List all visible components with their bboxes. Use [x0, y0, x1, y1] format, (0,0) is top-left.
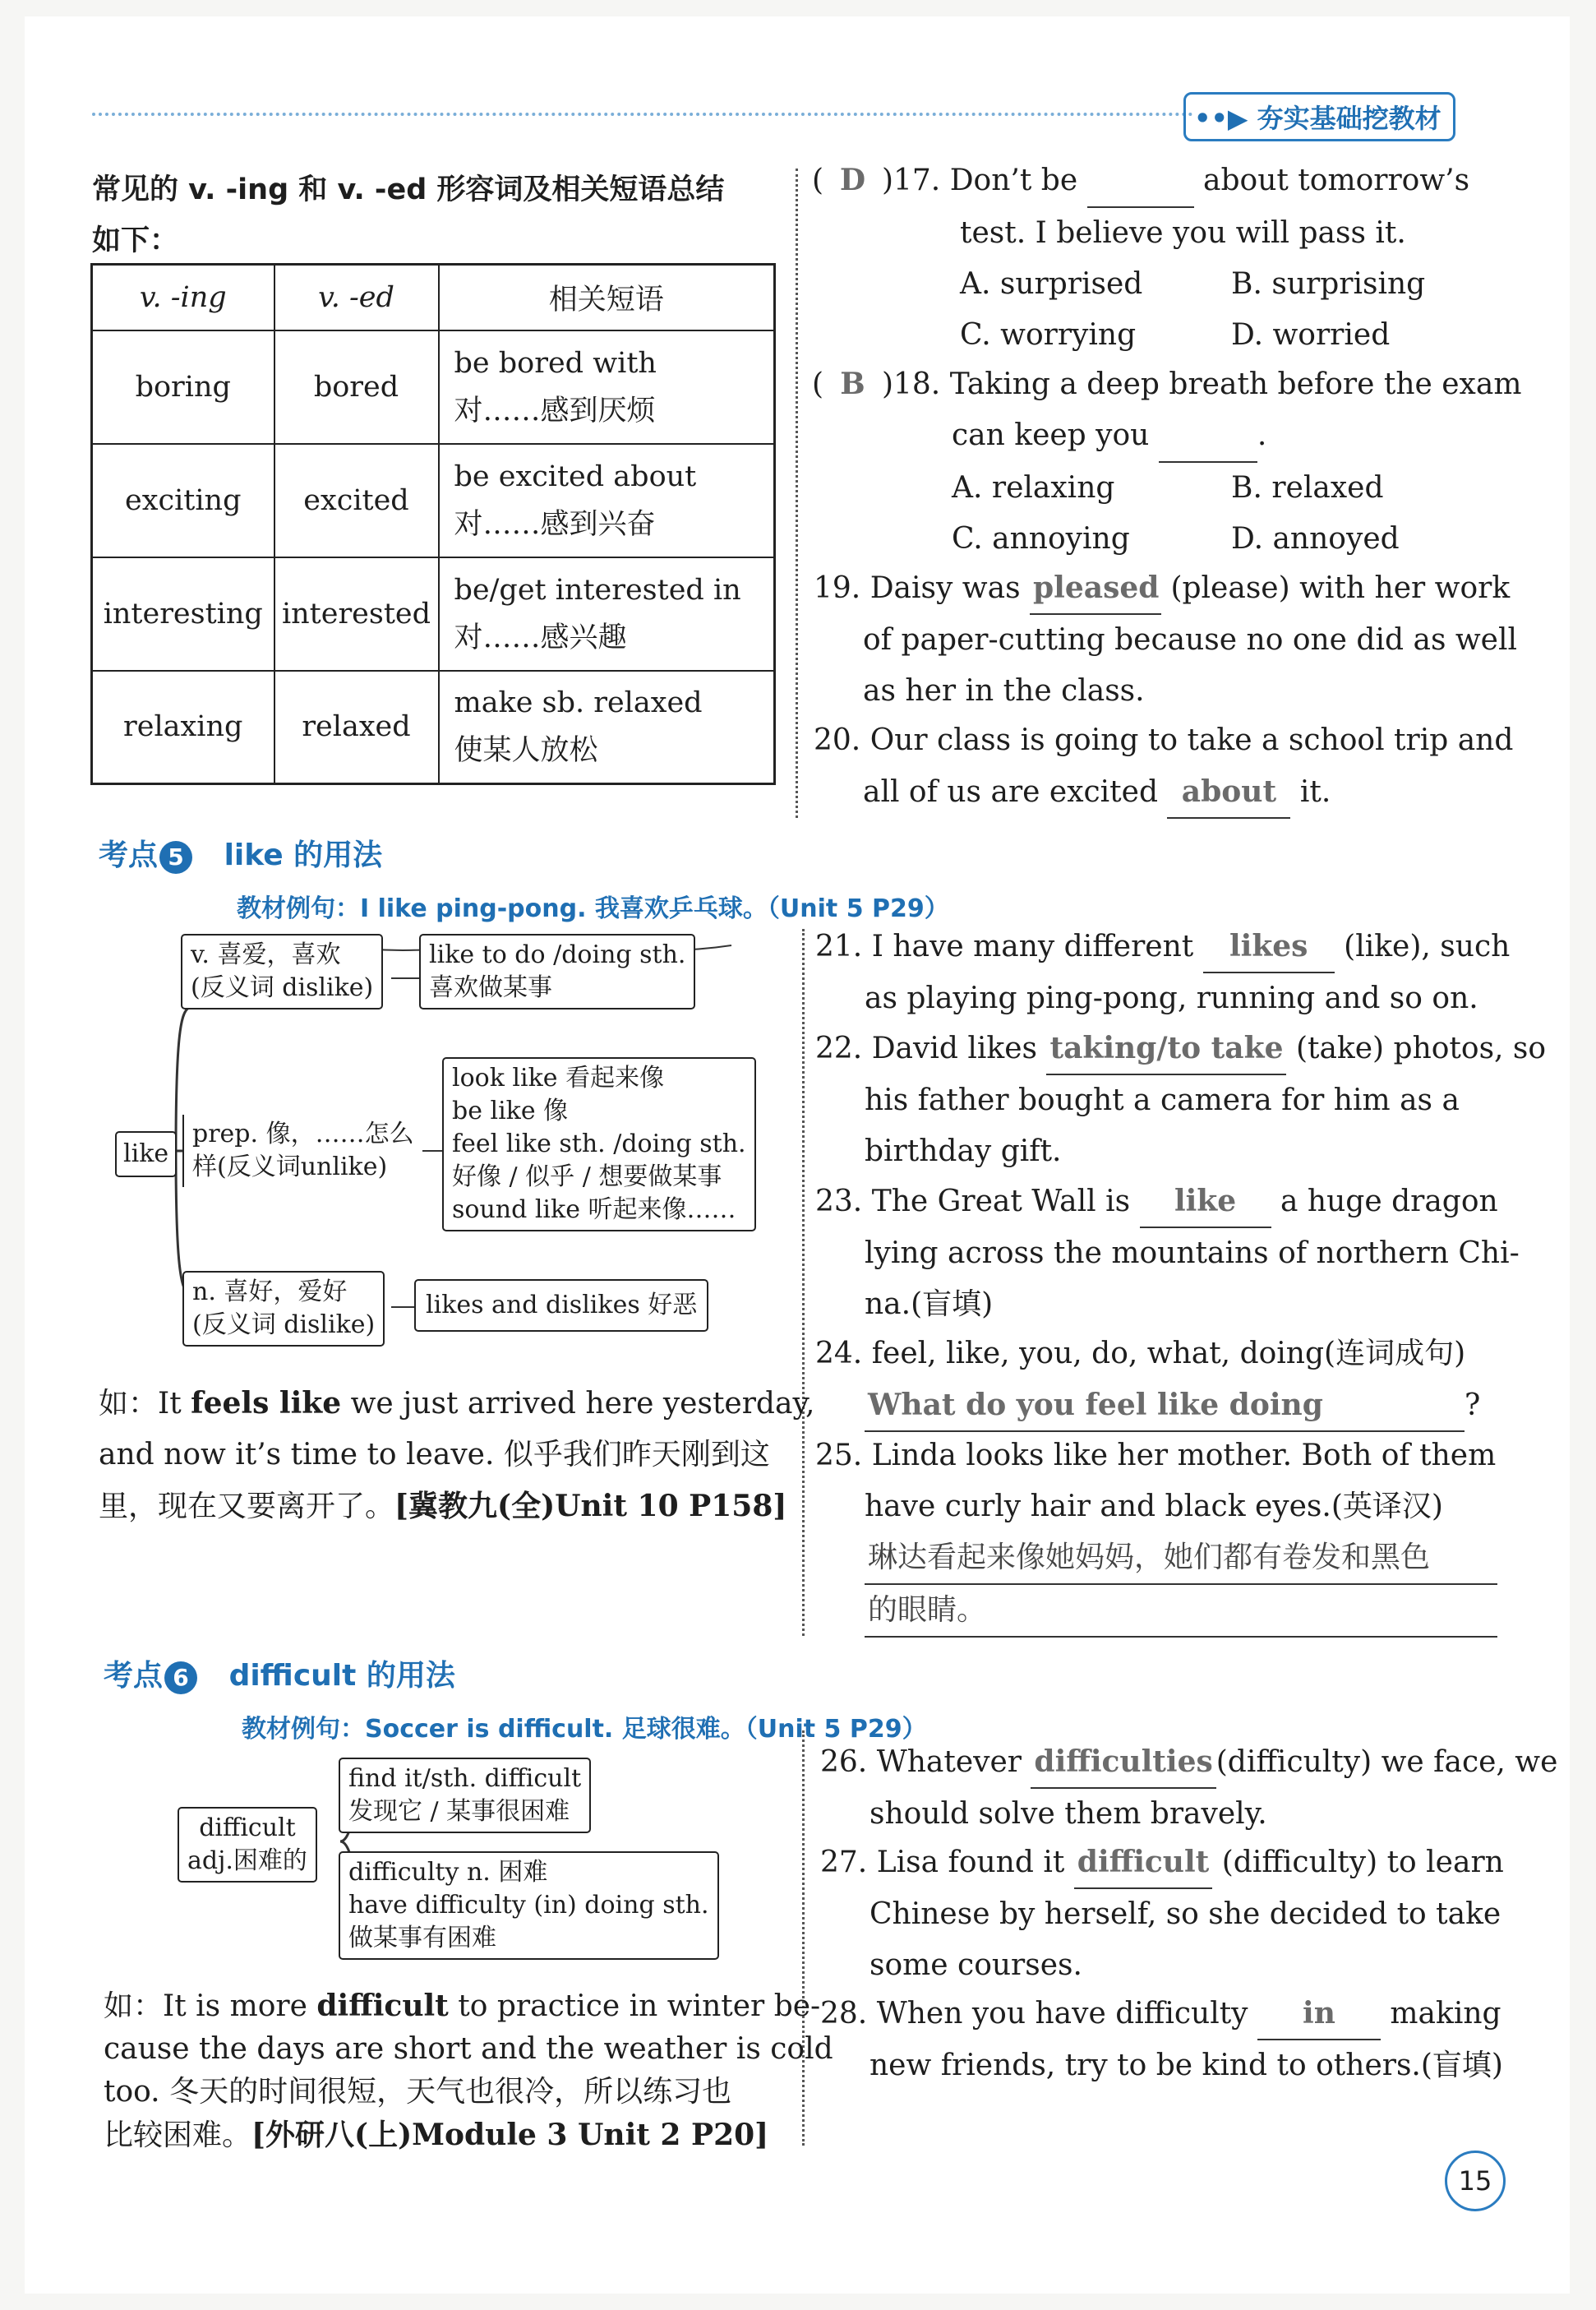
box-line: look like 看起来像: [452, 1064, 665, 1093]
table-header-phrase: 相关短语: [439, 265, 775, 330]
option-b: B. relaxed: [1231, 471, 1384, 505]
point6-example: 教材例句：Soccer is difficult. 足球很难。（Unit 5 P29）: [242, 1715, 927, 1744]
question-27: [820, 1836, 1504, 1991]
textbook-page: [25, 16, 1570, 2294]
option-c: C. worrying: [960, 318, 1137, 352]
phrase-en: make sb. relaxed: [454, 686, 703, 720]
stem: 24. feel, like, you, do, what, doing(连词成句): [815, 1337, 1466, 1370]
stem: new friends, try to be kind to others.(盲填): [869, 2049, 1503, 2082]
table-row: [92, 330, 775, 444]
box-line: (反义词 dislike): [191, 973, 374, 1002]
summary-intro: [92, 164, 724, 266]
root-word: like: [123, 1139, 169, 1168]
table-cell: interested: [274, 557, 439, 671]
like-prep-box: [182, 1115, 422, 1187]
stem: it.: [1299, 775, 1331, 809]
text: to practice in winter be-: [448, 1989, 821, 2023]
stem: 26. Whatever: [820, 1745, 1022, 1779]
stem: 20. Our class is going to take a school trip and: [814, 723, 1514, 757]
box-line: sound like 听起来像……: [452, 1195, 736, 1224]
question-19: [814, 562, 1517, 717]
answer-17: D: [839, 163, 866, 197]
option-a: A. surprised: [960, 267, 1143, 301]
point5-example-sentence: [99, 1378, 814, 1532]
point-number-badge: 5: [159, 841, 192, 874]
answer-21: likes: [1203, 921, 1335, 973]
answer-25-line1: 琳达看起来像她妈妈，她们都有卷发和黑色: [865, 1532, 1497, 1585]
box-line: (反义词 dislike): [192, 1310, 376, 1339]
like-verb-detail-box: [419, 934, 695, 1009]
option-c: C. annoying: [952, 522, 1130, 556]
header-banner: [1183, 92, 1455, 141]
box-line: v. 喜爱，喜欢: [191, 940, 341, 969]
point-title-text: difficult 的用法: [228, 1659, 455, 1693]
like-noun-box: [182, 1271, 385, 1347]
header-dotted-rule: [92, 113, 1193, 116]
question-20: [814, 715, 1513, 819]
answer-20: about: [1167, 766, 1290, 819]
stem: a huge dragon: [1280, 1185, 1498, 1218]
stem: 28. When you have difficulty: [820, 1997, 1248, 2030]
table-cell: relaxing: [92, 671, 274, 784]
difficult-box-1: [339, 1758, 591, 1833]
option-d: D. worried: [1231, 318, 1391, 352]
question-26: [820, 1736, 1557, 1840]
text-bold: difficult: [316, 1989, 449, 2023]
like-root-box: [115, 1131, 177, 1177]
like-verb-box: [181, 934, 383, 1009]
stem: about tomorrow’s: [1203, 164, 1470, 197]
stem: his father bought a camera for him as a: [865, 1083, 1460, 1117]
stem: 21. I have many different: [815, 930, 1194, 963]
like-prep-detail-box: [442, 1057, 756, 1231]
point5-example: 教材例句：I like ping-pong. 我喜欢乒乓球。（Unit 5 P29）: [237, 894, 949, 923]
stem: birthday gift.: [865, 1134, 1062, 1168]
box-line: 样(反义词unlike): [192, 1153, 388, 1181]
question-18: ( B )18. Taking a deep breath before the exam can keep you . A. relaxing B. relaxed C. annoying D. annoyed: [812, 358, 1521, 565]
stem: 23. The Great Wall is: [815, 1185, 1131, 1218]
stem: as her in the class.: [863, 674, 1145, 708]
point5-title: [99, 832, 382, 874]
point-label: 考点: [104, 1659, 164, 1693]
stem: (take) photos, so: [1295, 1032, 1547, 1065]
point-number-badge: 6: [164, 1661, 197, 1694]
blank: [1159, 410, 1257, 463]
stem: 25. Linda looks like her mother. Both of them: [815, 1439, 1497, 1472]
box-line: 发现它 / 某事很困难: [348, 1797, 570, 1826]
box-line: have difficulty (in) doing sth.: [348, 1891, 709, 1920]
box-line: likes and dislikes 好恶: [426, 1291, 698, 1319]
phrase-zh: 使某人放松: [454, 734, 598, 768]
question-21: [815, 921, 1510, 1024]
text: 如：It: [99, 1387, 191, 1421]
text-bold: feels like: [191, 1386, 342, 1421]
text: 如：It is more: [104, 1989, 317, 2023]
stem: )17. Don’t be: [881, 164, 1078, 197]
box-line: prep. 像，……怎么: [192, 1120, 414, 1148]
point6-title: [104, 1652, 455, 1694]
box-line: find it/sth. difficult: [348, 1764, 582, 1793]
answer-26: difficulties: [1031, 1736, 1215, 1789]
stem: of paper-cutting because no one did as well: [863, 623, 1518, 657]
stem: should solve them bravely.: [869, 1797, 1267, 1831]
stem: as playing ping-pong, running and so on.: [865, 982, 1478, 1015]
like-noun-detail-box: [414, 1279, 708, 1332]
table-cell: boring: [92, 330, 274, 444]
header-banner-text: 夯实基础挖教材: [1257, 103, 1441, 134]
box-line: 好像 / 似乎 / 想要做某事: [452, 1162, 722, 1191]
answer-25-line2: 的眼睛。: [865, 1585, 1497, 1638]
box-line: be like 像: [452, 1097, 569, 1125]
phrase-en: be bored with: [454, 346, 657, 380]
box-line: like to do /doing sth.: [429, 940, 686, 969]
play-arrow-icon: ••▶: [1194, 103, 1248, 134]
vocab-table: [90, 263, 776, 785]
box-line: feel like sth. /doing sth.: [452, 1130, 746, 1158]
text: too. 冬天的时间很短，天气也很冷，所以练习也: [104, 2075, 732, 2109]
stem: 19. Daisy was: [814, 571, 1021, 605]
stem: some courses.: [869, 1948, 1082, 1982]
phrase-zh: 对……感到厌烦: [454, 394, 656, 427]
text: 里，现在又要离开了。: [99, 1490, 395, 1523]
stem: (like), such: [1344, 930, 1511, 963]
box-line: 做某事有困难: [348, 1924, 496, 1952]
stem: can keep you: [952, 418, 1150, 452]
table-cell: [439, 557, 775, 671]
option-d: D. annoyed: [1231, 522, 1400, 556]
stem: all of us are excited: [863, 775, 1158, 809]
text: cause the days are short and the weather is cold: [104, 2032, 833, 2066]
stem: ?: [1465, 1388, 1481, 1422]
stem: )18. Taking a deep breath before the exam: [881, 367, 1522, 401]
page-number: 15: [1445, 2151, 1506, 2211]
difficult-box-2: [339, 1851, 719, 1960]
answer-27: difficult: [1074, 1836, 1212, 1889]
stem: test. I believe you will pass it.: [960, 216, 1406, 250]
summary-intro-line1: 常见的 v. -ing 和 v. -ed 形容词及相关短语总结: [92, 173, 725, 206]
text: and now it’s time to leave. 似乎我们昨天刚到这: [99, 1438, 770, 1471]
table-row: [92, 671, 775, 784]
table-cell: excited: [274, 444, 439, 557]
question-17: ( D )17. Don’t be about tomorrow’s test. I believe you will pass it. A. surprised B. surprising C. worrying D. worried: [812, 155, 1469, 361]
phrase-zh: 对……感兴趣: [454, 621, 627, 654]
column-divider-1: [796, 169, 798, 818]
stem: Chinese by herself, so she decided to take: [869, 1897, 1501, 1931]
option-b: B. surprising: [1231, 267, 1426, 301]
option-a: A. relaxing: [952, 471, 1115, 505]
stem: 27. Lisa found it: [820, 1846, 1065, 1879]
box-line: difficulty n. 困难: [348, 1858, 548, 1887]
difficult-root-box: [178, 1807, 317, 1883]
answer-28: in: [1257, 1988, 1381, 2040]
root-meaning: adj.困难的: [187, 1846, 307, 1875]
table-cell: [439, 330, 775, 444]
answer-23: like: [1140, 1176, 1271, 1228]
text-bold: [冀教九(全)Unit 10 P158]: [394, 1489, 787, 1523]
text: we just arrived here yesterday,: [341, 1387, 815, 1421]
question-25: [815, 1430, 1497, 1638]
stem: (difficulty) we face, we: [1215, 1745, 1558, 1779]
question-28: [820, 1988, 1503, 2091]
table-cell: exciting: [92, 444, 274, 557]
table-header-ing: v. -ing: [92, 265, 274, 330]
table-cell: bored: [274, 330, 439, 444]
stem: have curly hair and black eyes.(英译汉): [865, 1490, 1443, 1523]
point6-example-sentence: [104, 1984, 833, 2157]
table-header-ed: v. -ed: [274, 265, 439, 330]
question-22: [815, 1023, 1546, 1177]
table-cell: [439, 671, 775, 784]
stem: 22. David likes: [815, 1032, 1037, 1065]
phrase-en: be excited about: [454, 460, 697, 493]
table-cell: relaxed: [274, 671, 439, 784]
table-cell: [439, 444, 775, 557]
root-word: difficult: [199, 1813, 296, 1842]
answer-22: taking/to take: [1046, 1023, 1286, 1075]
stem: making: [1390, 1997, 1501, 2030]
answer-18: B: [840, 367, 865, 401]
stem: (difficulty) to learn: [1221, 1846, 1504, 1879]
point-title-text: like 的用法: [224, 839, 383, 872]
summary-intro-line2: 如下：: [92, 224, 179, 257]
table-row: [92, 557, 775, 671]
stem: lying across the mountains of northern Chi-: [865, 1236, 1520, 1270]
answer-24: What do you feel like doing: [865, 1379, 1465, 1432]
stem: (please) with her work: [1170, 571, 1511, 605]
text: 比较困难。: [104, 2118, 252, 2152]
phrase-zh: 对……感到兴奋: [454, 507, 656, 541]
box-line: 喜欢做某事: [429, 973, 552, 1002]
blank: [1087, 155, 1194, 208]
stem: na.(盲填): [865, 1287, 994, 1321]
table-cell: interesting: [92, 557, 274, 671]
text-bold: [外研八(上)Module 3 Unit 2 P20]: [251, 2118, 769, 2152]
point-label: 考点: [99, 839, 159, 872]
phrase-en: be/get interested in: [454, 573, 741, 607]
table-row: [92, 444, 775, 557]
box-line: n. 喜好，爱好: [192, 1277, 348, 1306]
answer-19: pleased: [1030, 562, 1161, 615]
question-23: [815, 1176, 1520, 1330]
question-24: [815, 1328, 1480, 1432]
